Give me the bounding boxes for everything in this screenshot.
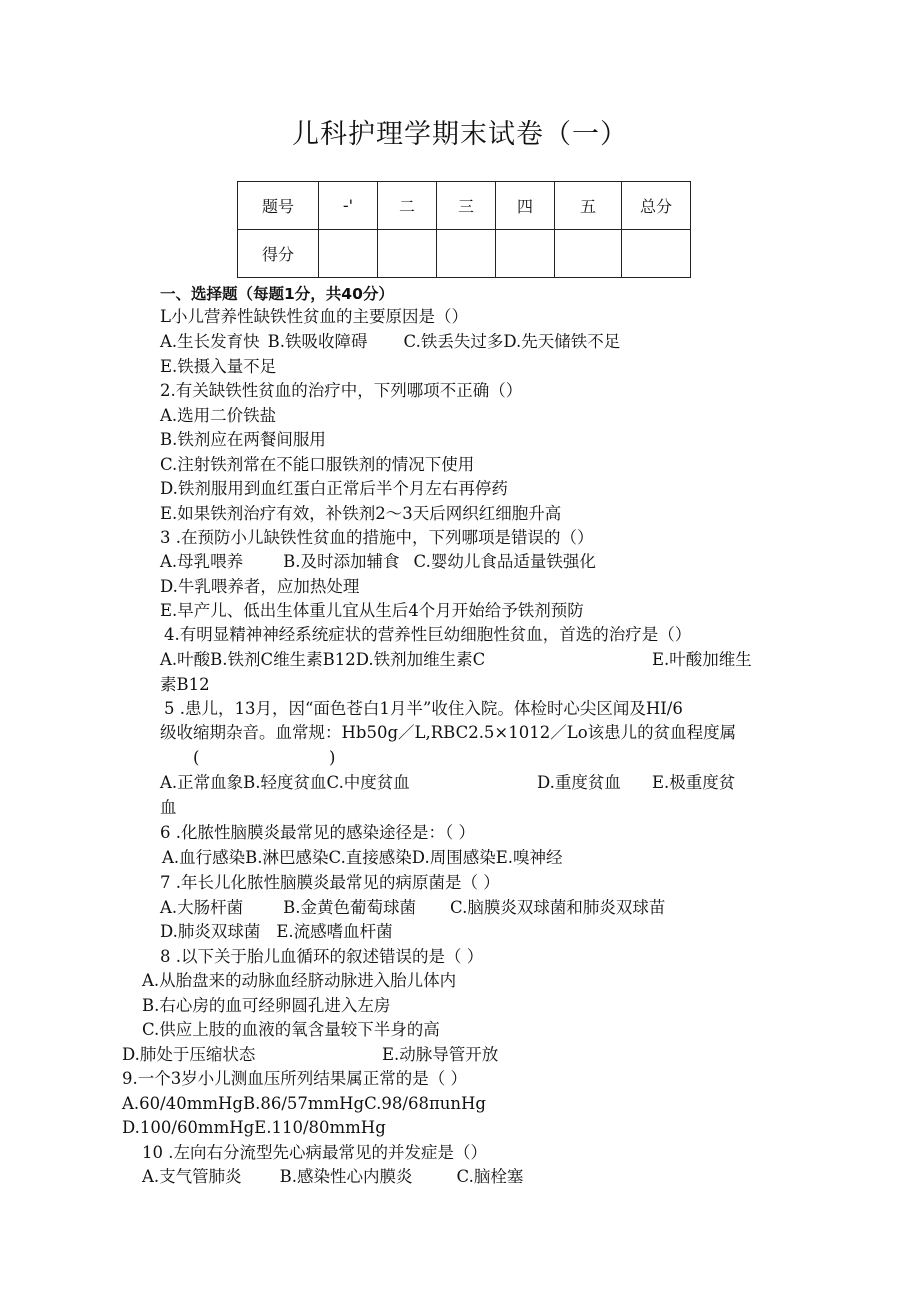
option: A.生长发育快	[160, 332, 260, 351]
option: E.极重度贫	[652, 773, 736, 792]
score-cell	[437, 230, 496, 278]
score-cell	[378, 230, 437, 278]
option: D.肺处于压缩状态	[122, 1045, 256, 1064]
score-header-cell: 总分	[622, 182, 691, 230]
score-row-label: 得分	[238, 230, 319, 278]
option: B.右心房的血可经卵圆孔进入左房	[142, 996, 391, 1015]
score-table-header-row	[238, 182, 691, 230]
option: A.正常血象B.轻度贫血C.中度贫血	[160, 773, 410, 792]
question-options	[160, 330, 620, 354]
answer-paren-open: (	[193, 748, 200, 767]
option: C.婴幼儿食品适量铁强化	[413, 552, 596, 571]
question-options	[160, 896, 665, 920]
score-header-cell: 四	[496, 182, 555, 230]
question-options	[160, 550, 596, 574]
option: E.如果铁剂治疗有效，补铁剂2～3天后网织红细胞升高	[160, 504, 562, 523]
question-options: A.血行感染B.淋巴感染C.直接感染D.周围感染E.嗅神经	[162, 848, 563, 867]
score-header-cell: 五	[555, 182, 622, 230]
option: A.母乳喂养	[160, 552, 244, 571]
question-stem: 2.有关缺铁性贫血的治疗中，下列哪项不正确（）	[160, 381, 523, 400]
question-stem: 10 .左向右分流型先心病最常见的并发症是（）	[142, 1143, 487, 1162]
question-stem: 9.一个3岁小儿测血压所列结果属正常的是（ ）	[122, 1069, 467, 1088]
option: D.铁剂服用到血红蛋白正常后半个月左右再停药	[160, 479, 508, 498]
option: 素B12	[160, 675, 210, 694]
option: B.感染性心内膜炎	[279, 1167, 413, 1186]
option: A.叶酸B.铁剂C维生素B12D.铁剂加维生素C	[160, 650, 486, 669]
option: D.肺炎双球菌	[160, 922, 261, 941]
option: B.及时添加辅食	[283, 552, 400, 571]
question-options	[160, 920, 393, 944]
option: B.金黄色葡萄球菌	[283, 898, 417, 917]
question-stem: 4.有明显精神神经系统症状的营养性巨幼细胞性贫血，首选的治疗是（）	[164, 625, 692, 644]
score-table	[237, 181, 691, 278]
option: D.重度贫血	[537, 773, 621, 792]
score-cell	[555, 230, 622, 278]
question-options: D.100/60mmHgE.110/80mmHg	[122, 1118, 386, 1137]
option: A.从胎盘来的动脉血经脐动脉进入胎儿体内	[142, 971, 457, 990]
question-stem: 5 .患儿，13月，因“面色苍白1月半”收住入院。体检时心尖区闻及HI/6	[164, 699, 683, 718]
option: C.供应上肢的血液的氧含量较下半身的高	[142, 1020, 440, 1039]
option: E.叶酸加维生	[652, 650, 752, 669]
option: E.早产儿、低出生体重儿宜从生后4个月开始给予铁剂预防	[160, 601, 584, 620]
section-heading: 一、选择题（每题1分，共40分）	[160, 285, 394, 303]
score-header-cell: 题号	[238, 182, 319, 230]
option: C.铁丢失过多D.先天储铁不足	[403, 332, 621, 351]
question-options: A.60/40mmHgB.86/57mmHgC.98/68πunHg	[122, 1094, 486, 1113]
option: 血	[160, 798, 177, 817]
option: E.动脉导管开放	[382, 1045, 499, 1064]
score-cell	[622, 230, 691, 278]
answer-paren-close: )	[329, 748, 336, 767]
option: E.铁摄入量不足	[160, 357, 277, 376]
score-cell	[319, 230, 378, 278]
question-options	[142, 1165, 523, 1189]
option: A.选用二价铁盐	[160, 406, 277, 425]
score-header-cell: -'	[319, 182, 378, 230]
question-stem: 7 .年长儿化脓性脑膜炎最常见的病原菌是（ ）	[160, 873, 500, 892]
option: C.脑栓塞	[456, 1167, 524, 1186]
option: B.铁剂应在两餐间服用	[160, 430, 326, 449]
score-header-cell: 三	[437, 182, 496, 230]
option: E.流感嗜血杆菌	[276, 922, 393, 941]
score-header-cell: 二	[378, 182, 437, 230]
option: B.铁吸收障碍	[267, 332, 368, 351]
question-stem: 8 .以下关于胎儿血循环的叙述错误的是（ ）	[160, 947, 484, 966]
option: A.大肠杆菌	[160, 898, 244, 917]
score-cell	[496, 230, 555, 278]
option: A.支气管肺炎	[142, 1167, 242, 1186]
option: C.脑膜炎双球菌和肺炎双球苗	[450, 898, 666, 917]
question-stem: 6 .化脓性脑膜炎最常见的感染途径是：（ ）	[160, 823, 475, 842]
page-title: 儿科护理学期末试卷（一）	[292, 119, 628, 150]
score-table-score-row	[238, 230, 691, 278]
question-stem: 级收缩期杂音。血常规：Hb50g／L,RBC2.5×1012／Lo该患儿的贫血程度属	[160, 723, 737, 742]
question-stem: 3 .在预防小儿缺铁性贫血的措施中，下列哪项是错误的（）	[160, 528, 594, 547]
option: D.牛乳喂养者，应加热处理	[160, 577, 360, 596]
option: C.注射铁剂常在不能口服铁剂的情况下使用	[160, 455, 475, 474]
question-stem: L小儿营养性缺铁性贫血的主要原因是（）	[160, 307, 468, 326]
